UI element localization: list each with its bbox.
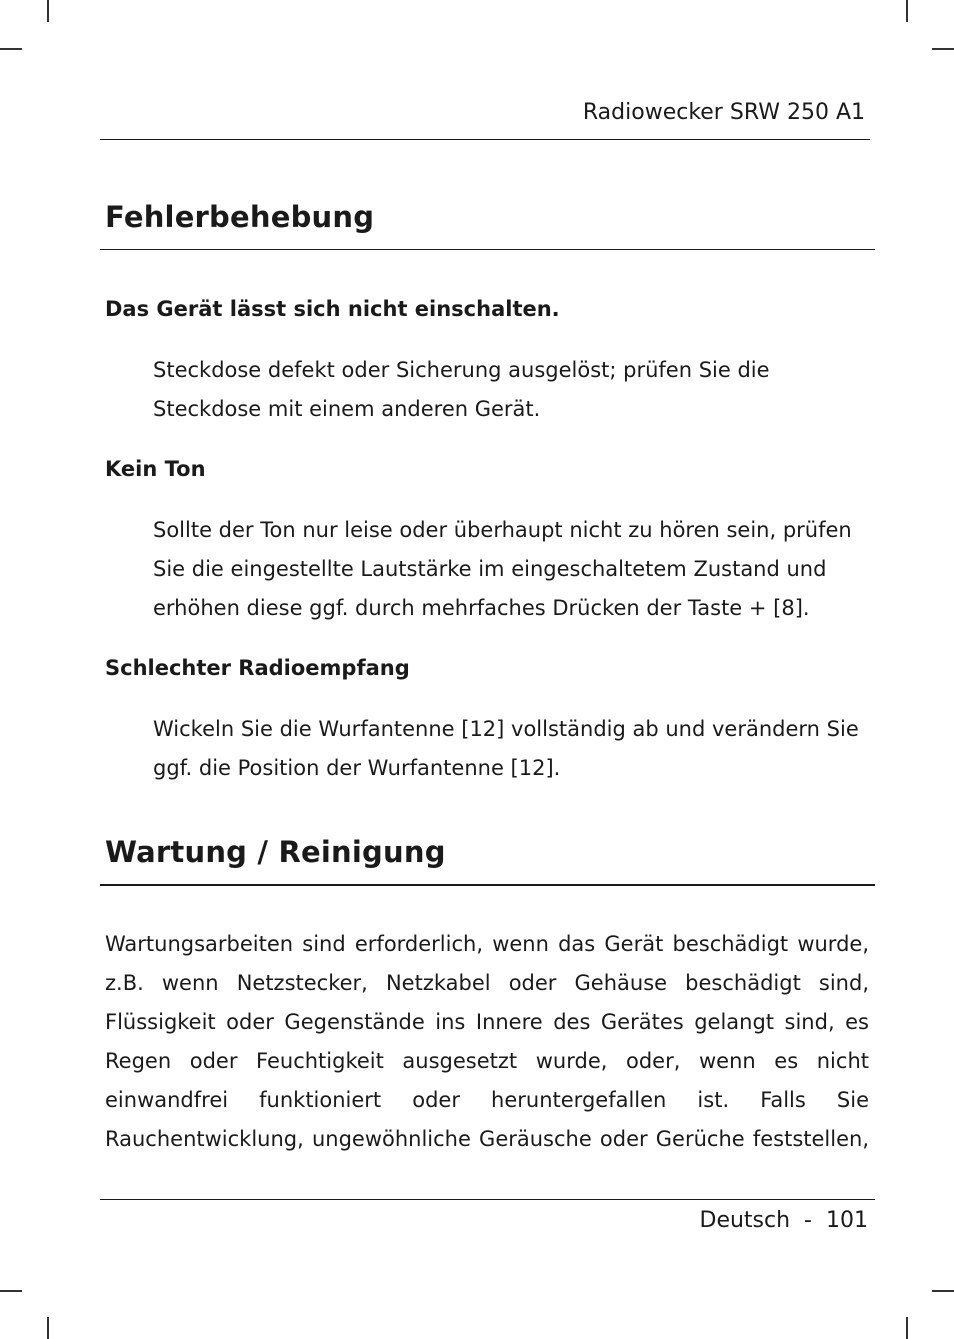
crop-mark	[932, 48, 954, 50]
page-number: 101	[826, 1208, 868, 1233]
maintenance-text: Wartungsarbeiten sind erforderlich, wenn das Gerät beschädigt wurde, z.B. wenn Netzstecker, Netzkabel oder Gehäuse beschädigt sind, Flüssigkeit oder Gegenstände ins Innere des Gerätes gelangt sind, es Regen oder Feuchtigkeit ausgesetzt wurde, oder, wenn es nicht einwandfrei funktioniert oder heruntergefallen ist. Falls Sie Rauchentwicklung, ungewöhnliche Geräusche oder Gerüche feststellen,	[105, 932, 869, 1151]
running-header: Radiowecker SRW 250 A1	[582, 100, 865, 125]
crop-mark	[47, 1317, 49, 1339]
heading-rule	[100, 249, 875, 250]
header-rule	[100, 139, 870, 140]
section-heading-maintenance: Wartung / Reinigung	[105, 835, 446, 869]
crop-mark	[906, 1317, 908, 1339]
footer-rule	[100, 1199, 875, 1200]
heading-rule	[100, 884, 875, 886]
crop-mark	[47, 0, 49, 22]
issue-title-no-power: Das Gerät lässt sich nicht einschalten.	[105, 297, 560, 321]
crop-mark	[0, 48, 22, 50]
issue-text-bad-reception: Wickeln Sie die Wurfantenne [12] vollständig ab und verändern Sie ggf. die Position der Wurfantenne [12].	[153, 717, 859, 780]
crop-mark	[932, 1290, 954, 1292]
crop-mark	[906, 0, 908, 22]
section-heading-troubleshooting: Fehlerbehebung	[105, 200, 375, 234]
page-footer	[700, 1208, 869, 1233]
issue-title-no-sound: Kein Ton	[105, 457, 206, 481]
footer-language: Deutsch	[699, 1208, 791, 1233]
issue-text-no-power: Steckdose defekt oder Sicherung ausgelöst; prüfen Sie die Steckdose mit einem anderen Gerät.	[153, 358, 770, 421]
issue-title-bad-reception: Schlechter Radioempfang	[105, 656, 410, 680]
crop-mark	[0, 1290, 22, 1292]
issue-text-no-sound: Sollte der Ton nur leise oder überhaupt nicht zu hören sein, prüfen Sie die eingestellte Lautstärke im eingeschaltetem Zustand und erhöhen diese ggf. durch mehrfaches Drücken der Taste + [8].	[153, 518, 852, 620]
footer-separator: -	[804, 1208, 812, 1233]
